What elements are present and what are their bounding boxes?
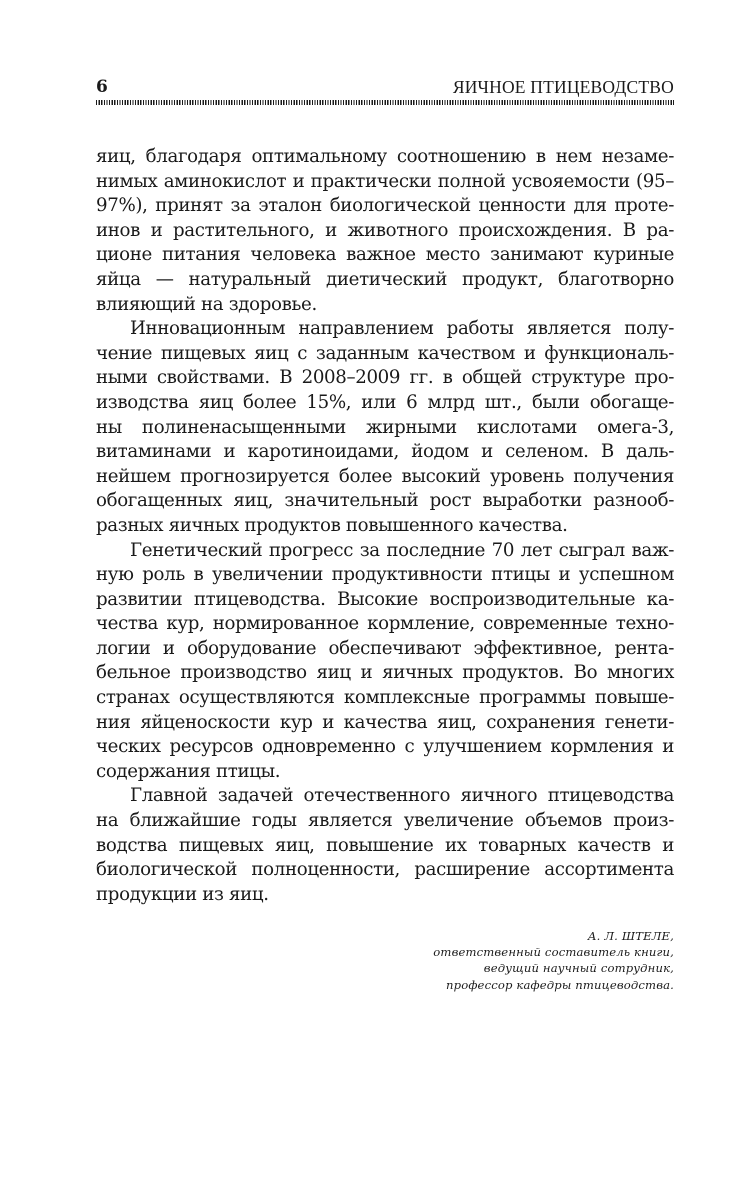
text-line: водства пищевых яиц, повышение их товарных качеств и [96,834,674,856]
text-line: яиц, благодаря оптимальному соотношению в нем незаме- [96,146,674,167]
text-line: Главной задачей отечественного яичного птицеводства [130,785,674,807]
page-number: 6 [96,77,108,97]
text-line: на ближайшие годы является увеличение объемов произ- [96,810,674,832]
text-line: странах осуществляются комплексные программы повыше- [96,687,674,709]
text-line: нейшем прогнозируется более высокий уровень получения [96,465,674,487]
paragraph-1 [96,145,674,317]
body-text [96,145,674,907]
running-title: ЯИЧНОЕ ПТИЦЕВОДСТВО [452,77,674,97]
text-line: ны полиненасыщенными жирными кислотами омега-3, [96,416,674,438]
text-line: чества кур, нормированное кормление, современные техно- [96,613,674,635]
text-line: ную роль в увеличении продуктивности птицы и успешном [96,564,674,586]
author-role: ответственный составитель книги, [433,945,674,960]
author-name: А. Л. ШТЕЛЕ, [587,929,674,943]
text-line: разных яичных продуктов повышенного качества. [96,514,568,536]
text-line: содержания птицы. [96,760,281,782]
paragraph-3 [96,539,674,785]
text-line: развитии птицеводства. Высокие воспроизводительные ка- [96,588,674,610]
text-line: влияющий на здоровье. [96,293,317,315]
text-line: 97%), принят за эталон биологической ценности для проте- [96,195,674,217]
text-line: ными свойствами. В 2008–2009 гг. в общей структуре про- [96,367,674,389]
text-line: обогащенных яиц, значительный рост выработки разнооб- [96,490,674,512]
text-line: Инновационным направлением работы является полу- [130,318,674,340]
author-role: ведущий научный сотрудник, [483,961,674,976]
text-line: витаминами и каротиноидами, йодом и селеном. В даль- [96,441,674,463]
text-line: ческих ресурсов одновременно с улучшением кормления и [96,736,674,758]
paragraph-4 [96,784,674,907]
text-line: яйца — натуральный диетический продукт, благотворно [96,268,674,290]
author-signature [433,928,674,993]
text-line: логии и оборудование обеспечивают эффективное, рента- [96,637,674,659]
text-line: ния яйценоскости кур и качества яиц, сохранения генети- [96,711,674,733]
header-divider [96,100,674,105]
text-line: бельное производство яиц и яичных продуктов. Во многих [96,662,674,684]
text-line: ционе питания человека важное место занимают куриные [96,244,674,266]
running-header [96,76,674,98]
paragraph-2 [96,317,674,538]
text-line: продукции из яиц. [96,883,269,905]
author-role: профессор кафедры птицеводства. [446,977,674,992]
text-line: изводства яиц более 15%, или 6 млрд шт., были обогаще- [96,391,674,413]
text-line: биологической полноценности, расширение ассортимента [96,859,674,881]
text-line: Генетический прогресс за последние 70 лет сыграл важ- [130,539,674,561]
text-line: инов и растительного, и животного происхождения. В ра- [96,219,674,241]
text-line: нимых аминокислот и практически полной усвояемости (95– [96,170,674,192]
text-line: чение пищевых яиц с заданным качеством и функциональ- [96,342,674,364]
